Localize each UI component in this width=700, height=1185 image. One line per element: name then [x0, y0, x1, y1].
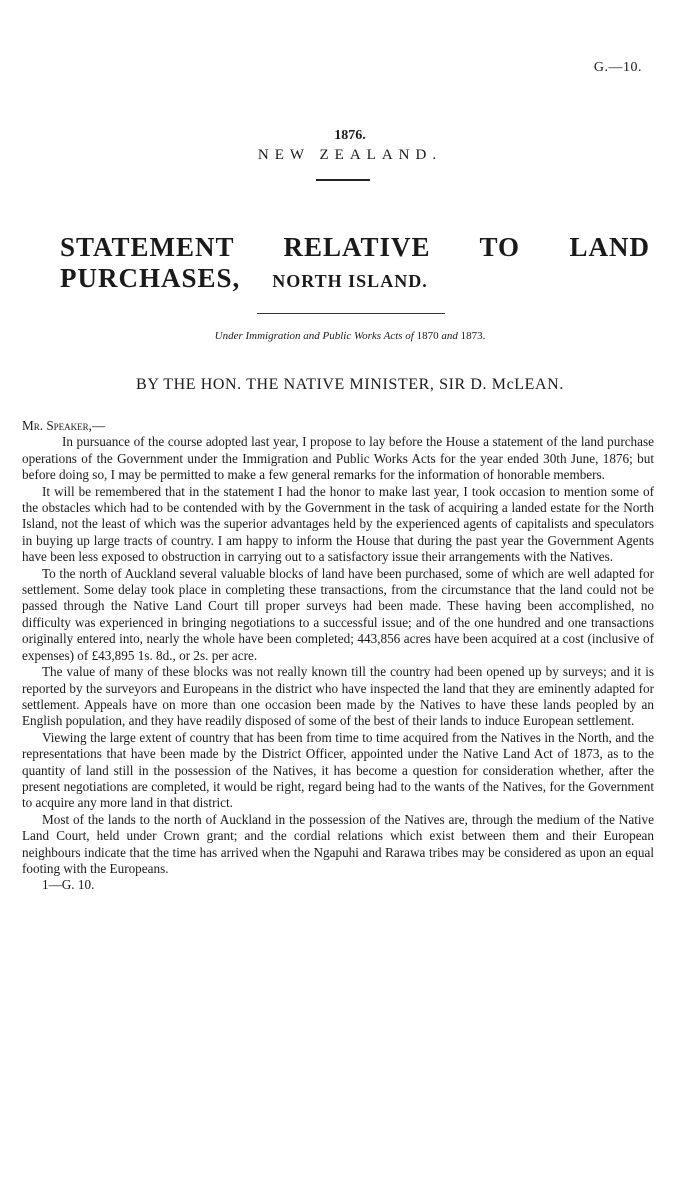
acts-conjunction: and [441, 330, 458, 342]
statement-body [22, 418, 654, 894]
paragraph: Viewing the large extent of country that has been from time to time acquired from the Natives in the North, and the representations that have been made by the District Officer, appointed under the Native Land Act of 1873, as to the quantity of land still in the possession of the Natives, it has become a question for consideration whether, after the present negotiations are completed, it would be right, regard being had to the wants of the Natives, for the Government to acquire any more land in that district. [22, 729, 654, 811]
page-footer-ref: 1—G. 10. [42, 877, 95, 893]
paragraph: It will be remembered that in the statement I had the honor to make last year, I took occasion to mention some of the obstacles which had to be contended with by the Government in the task of acquiring a landed estate for the North Island, not the least of which was the superior advantages held by the experienced agents of capitalists and speculators in buying up large tracts of country. I am happy to inform the House that during the past year the Government Agents have been less exposed to obstruction in carrying out to a satisfactory issue their arrangements with the Natives. [22, 483, 654, 565]
paragraph: The value of many of these blocks was not really known till the country had been opened up by surveys; and it is reported by the surveyors and Europeans in the district who have inspected the land that they are eminently adapted for settlement. Appeals have on more than one occasion been made by the Natives to have these lands peopled by an English population, and they have readily disposed of some of the best of their lands to induce European settlement. [22, 664, 654, 729]
acts-text: Under Immigration and Public Works Acts of [214, 330, 414, 342]
title-word: TO [479, 232, 521, 262]
salutation: Mr. Speaker,— [22, 418, 106, 433]
country-heading: NEW ZEALAND. [257, 147, 443, 163]
title-word: RELATIVE [283, 232, 431, 262]
subtitle-region: NORTH ISLAND. [272, 271, 428, 291]
acts-reference [0, 330, 700, 342]
title-word: STATEMENT [60, 232, 235, 262]
divider [257, 313, 445, 314]
divider [316, 179, 370, 181]
title-word: LAND [569, 232, 651, 262]
document-year: 1876. [334, 128, 366, 143]
byline: BY THE HON. THE NATIVE MINISTER, SIR D. McLEAN. [136, 376, 564, 393]
paragraph: To the north of Auckland several valuable blocks of land have been purchased, some of which are well adapted for settlement. Some delay took place in completing these transactions, from the circumstance that the land could not be passed through the Native Land Court till proper surveys had been made. These having been accomplished, no difficulty was experienced in bringing negotiations to a successful issue; and of the one hundred and one transactions originally entered into, nearly the whole have been completed; 443,856 acres have been acquired at a cost (inclusive of expenses) of £43,895 1s. 8d., or 2s. per acre. [22, 565, 654, 663]
document-reference: G.—10. [593, 60, 642, 75]
acts-year: 1873. [460, 330, 486, 342]
paragraph: Most of the lands to the north of Auckland in the possession of the Natives are, through the medium of the Native Land Court, held under Crown grant; and the cordial relations which exist between them and their European neighbours indicate that the time has arrived when the Ngapuhi and Rarawa tribes may be considered as upon an equal footing with the Europeans. [22, 811, 654, 876]
acts-year: 1870 [416, 330, 439, 342]
title-word: PURCHASES, [60, 263, 241, 293]
paragraph: In pursuance of the course adopted last year, I propose to lay before the House a statement of the land purchase operations of the Government under the Immigration and Public Works Acts for the year ended 30th June, 1876; but before doing so, I may be permitted to make a few general remarks for the information of honorable members. [22, 434, 654, 483]
